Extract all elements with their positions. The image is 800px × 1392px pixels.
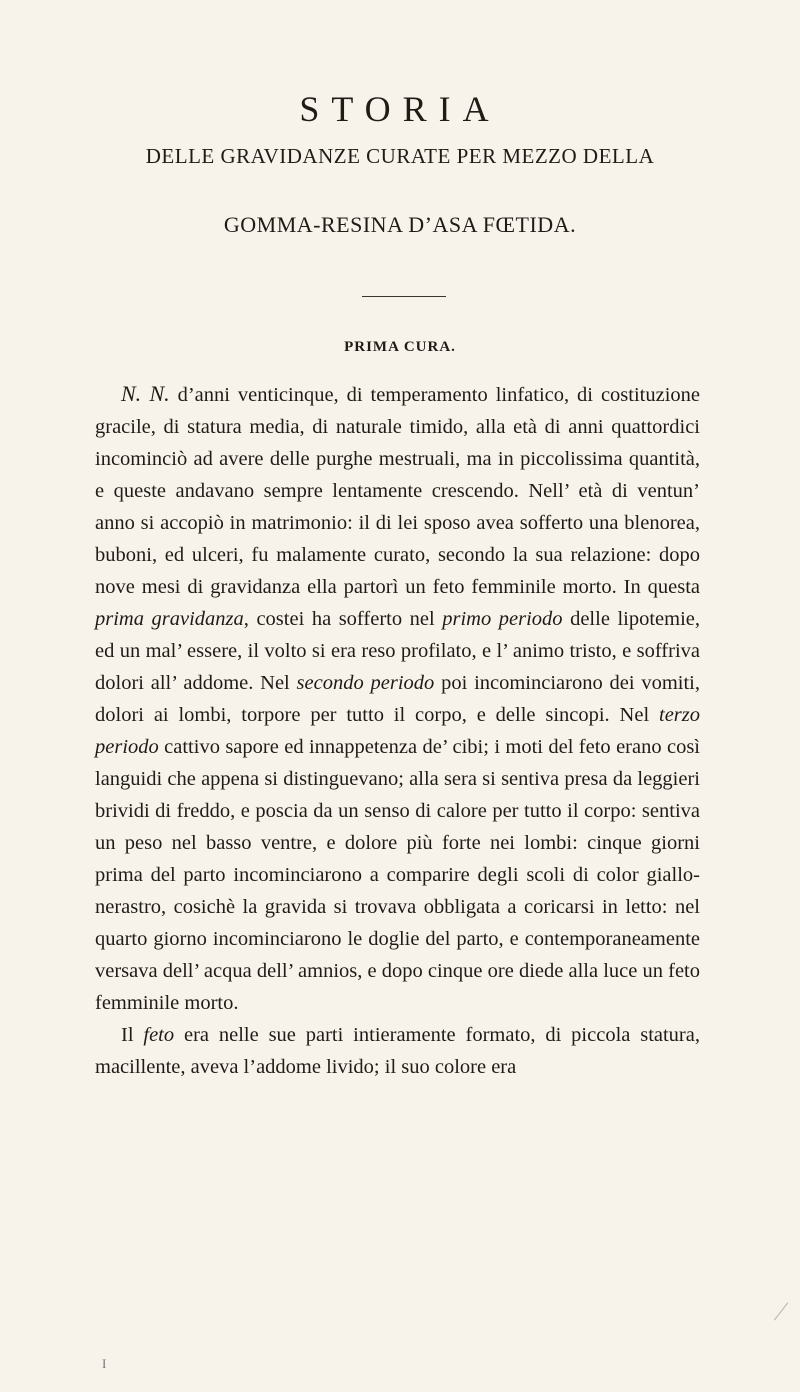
paragraph-1 <box>95 378 700 1019</box>
divider-rule <box>362 296 446 297</box>
text-run: era nelle sue parti intieramente formato, di piccola statura, macillente, aveva l’addome livido; il suo colore era <box>95 1024 700 1078</box>
italic-term: secondo periodo <box>296 672 435 694</box>
text-run: , costei ha sofferto nel <box>243 608 443 630</box>
section-heading: PRIMA CURA. <box>344 339 456 355</box>
paper-fold-mark <box>774 1303 788 1321</box>
subtitle-line-2: GOMMA-RESINA D’ASA FŒTIDA. <box>223 212 577 237</box>
patient-initials: N. N. <box>121 381 170 406</box>
italic-term: prima gravidanza <box>95 608 244 630</box>
text-run: Il <box>121 1024 144 1046</box>
text-run: cattivo sapore ed innappetenza de’ cibi; i moti del feto erano così languidi che appena si distinguevano; alla sera si sentiva presa da leggieri brividi di freddo, e poscia da un senso di calore per tutto il corpo: sentiva un peso nel basso ventre, e dolore più forte nei lombi: cinque giorni prima del parto incominciarono a comparire degli scoli di color giallo-nerastro, cosichè la gravida si trovava obbligata a coricarsi in letto: nel quarto giorno incominciarono le doglie del parto, e contemporaneamente versava dell’ acqua dell’ amnios, e dopo cinque ore diede alla luce un feto femminile morto. <box>95 736 700 1014</box>
text-run: poi incominciarono dei vomiti, dolori ai lombi, torpore per tutto il corpo, e delle sincopi. Nel <box>95 672 701 726</box>
paragraph-2 <box>95 1019 700 1083</box>
italic-term: primo periodo <box>442 608 563 630</box>
subtitle-line-1: DELLE GRAVIDANZE CURATE PER MEZZO DELLA <box>145 144 655 168</box>
text-run: d’anni venticinque, di temperamento linfatico, di costituzione gracile, di statura media, di naturale timido, alla età di anni quattordici incominciò ad avere delle purghe mestruali, ma in piccolissima quantità, e queste andavano sempre lentamente crescendo. Nell’ età di ventun’ anno si accopiò in matrimonio: il di lei sposo avea sofferto una blenorea, buboni, ed ulceri, fu malamente curato, secondo la sua relazione: dopo nove mesi di gravidanza ella partorì un feto femminile morto. In questa <box>95 384 700 598</box>
body-text <box>95 378 700 1083</box>
signature-mark: I <box>102 1356 107 1371</box>
italic-term: feto <box>143 1024 175 1046</box>
page-title: STORIA <box>299 89 501 129</box>
text-run: delle lipotemie, ed un mal’ essere, il volto si era reso profilato, e l’ animo tristo, e soffriva dolori all’ addome. Nel <box>95 608 701 694</box>
italic-term: terzo periodo <box>95 704 700 758</box>
